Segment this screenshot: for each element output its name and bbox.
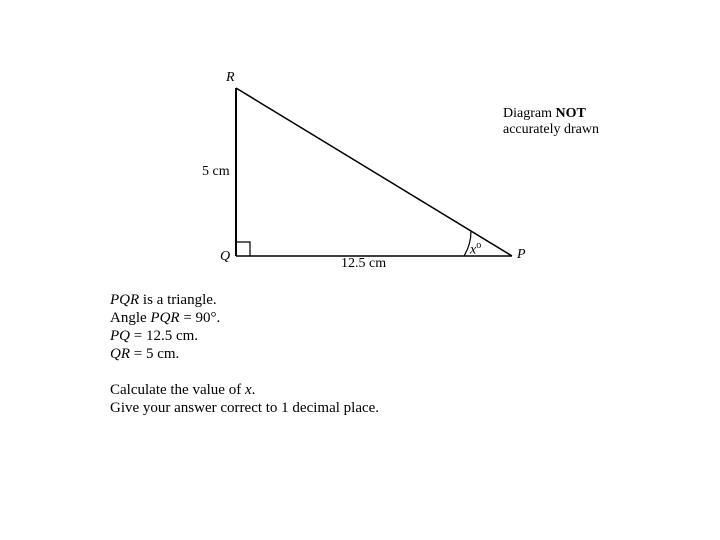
question-spacer xyxy=(110,363,670,381)
question-line-5 xyxy=(110,381,670,399)
vertex-r-label: R xyxy=(226,70,235,85)
var-x: x xyxy=(244,382,252,398)
diagram-note xyxy=(503,106,599,138)
line-5-suffix: . xyxy=(251,382,256,398)
var-pqr-angle: PQR xyxy=(150,310,180,326)
var-pq: PQ xyxy=(110,328,130,344)
var-pqr: PQR xyxy=(110,292,140,308)
var-qr: QR xyxy=(110,346,130,362)
line-2-prefix: Angle xyxy=(110,310,151,326)
note-line-2: accurately drawn xyxy=(503,122,599,137)
line-1-text: is a triangle. xyxy=(139,292,217,308)
side-qp-label: 12.5 cm xyxy=(341,256,387,271)
vertex-q-label: Q xyxy=(220,249,231,264)
note-not: NOT xyxy=(555,106,586,121)
question-line-1 xyxy=(110,291,670,309)
right-angle-marker xyxy=(236,242,250,256)
line-2-suffix: = 90°. xyxy=(179,310,221,326)
angle-degree-mark: o xyxy=(476,240,482,251)
angle-x-label xyxy=(470,238,481,259)
side-rp-hypotenuse xyxy=(236,88,512,256)
note-prefix: Diagram xyxy=(503,106,556,121)
line-3-suffix: = 12.5 cm. xyxy=(130,328,199,344)
question-line-3 xyxy=(110,327,670,345)
question-line-4 xyxy=(110,345,670,363)
side-qr-label: 5 cm xyxy=(202,164,230,179)
vertex-p-label: P xyxy=(517,247,526,262)
question-text xyxy=(110,291,670,417)
question-line-2 xyxy=(110,309,670,327)
line-4-suffix: = 5 cm. xyxy=(130,346,180,362)
angle-x-var: x xyxy=(470,242,477,258)
note-line-1 xyxy=(503,106,599,122)
line-5-prefix: Calculate the value of xyxy=(110,382,245,398)
question-line-6: Give your answer correct to 1 decimal place. xyxy=(110,400,380,416)
